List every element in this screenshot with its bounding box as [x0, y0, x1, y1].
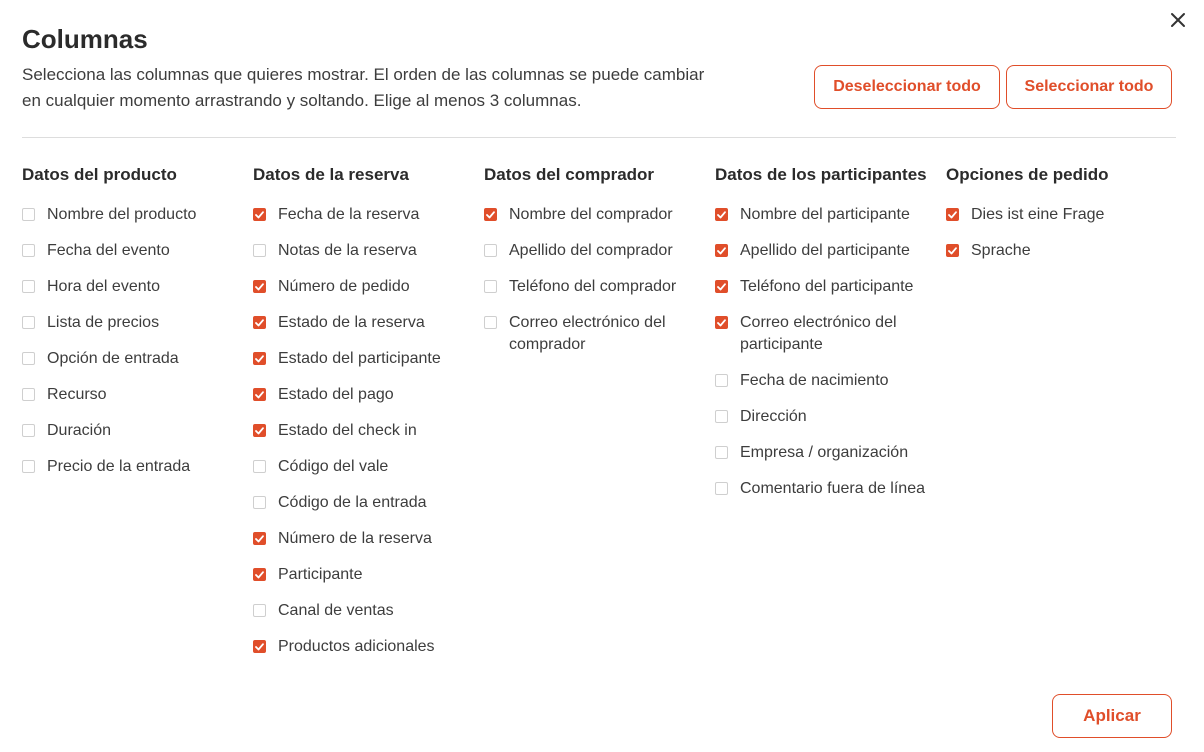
option-label: Nombre del producto	[47, 206, 197, 223]
option-label: Código de la entrada	[278, 494, 427, 511]
column-option[interactable]	[484, 236, 712, 272]
checkbox[interactable]	[946, 244, 959, 257]
checkmark-icon	[948, 247, 957, 255]
option-label: Fecha de nacimiento	[740, 372, 889, 389]
column-option[interactable]	[253, 452, 481, 488]
column-option[interactable]	[22, 416, 250, 452]
group-title: Datos del comprador	[484, 165, 655, 184]
checkbox[interactable]	[22, 388, 35, 401]
group-title: Datos de la reserva	[253, 165, 409, 184]
column-option[interactable]	[22, 200, 250, 236]
option-label: Estado del pago	[278, 386, 394, 403]
checkbox[interactable]	[715, 410, 728, 423]
checkbox[interactable]	[22, 208, 35, 221]
option-label: Fecha del evento	[47, 242, 170, 259]
option-label: Número de pedido	[278, 278, 410, 295]
option-label: Precio de la entrada	[47, 458, 191, 475]
column-option[interactable]	[253, 416, 481, 452]
deselect-all-button[interactable]: Deseleccionar todo	[814, 65, 1000, 109]
checkbox[interactable]	[22, 460, 35, 473]
checkbox[interactable]	[484, 244, 497, 257]
option-label: Participante	[278, 566, 363, 583]
option-label: Productos adicionales	[278, 638, 435, 655]
column-option[interactable]	[253, 560, 481, 596]
column-option[interactable]	[946, 200, 1174, 236]
checkbox[interactable]	[715, 374, 728, 387]
checkbox[interactable]	[715, 316, 728, 329]
column-option[interactable]	[715, 438, 943, 474]
column-option[interactable]	[253, 236, 481, 272]
option-label: Apellido del participante	[740, 242, 910, 259]
option-label: Apellido del comprador	[509, 242, 673, 259]
option-label: Fecha de la reserva	[278, 206, 420, 223]
checkbox[interactable]	[253, 208, 266, 221]
column-option[interactable]	[253, 632, 481, 668]
column-group	[946, 164, 1174, 272]
column-option[interactable]	[253, 272, 481, 308]
checkmark-icon	[255, 535, 264, 543]
column-option[interactable]	[715, 366, 943, 402]
column-group	[715, 164, 943, 510]
column-option[interactable]	[715, 200, 943, 236]
option-label: Sprache	[971, 242, 1031, 259]
checkmark-icon	[486, 211, 495, 219]
option-label: Opción de entrada	[47, 350, 179, 367]
option-label: Nombre del participante	[740, 206, 910, 223]
checkbox[interactable]	[715, 446, 728, 459]
checkbox[interactable]	[253, 496, 266, 509]
checkmark-icon	[717, 211, 726, 219]
option-label: Dirección	[740, 408, 807, 425]
column-option[interactable]	[22, 452, 250, 488]
option-label: Estado del participante	[278, 350, 441, 367]
group-title: Opciones de pedido	[946, 165, 1109, 184]
checkbox[interactable]	[253, 244, 266, 257]
checkbox[interactable]	[715, 244, 728, 257]
option-label: Canal de ventas	[278, 602, 394, 619]
column-option[interactable]	[484, 200, 712, 236]
column-option[interactable]	[715, 236, 943, 272]
checkbox[interactable]	[484, 316, 497, 329]
column-option[interactable]	[253, 308, 481, 344]
checkbox[interactable]	[946, 208, 959, 221]
option-label: Lista de precios	[47, 314, 160, 331]
checkbox[interactable]	[253, 568, 266, 581]
checkmark-icon	[717, 247, 726, 255]
option-label: Correo electrónico del comprador	[509, 314, 666, 353]
checkbox[interactable]	[253, 316, 266, 329]
column-option[interactable]	[484, 272, 712, 308]
checkmark-icon	[948, 211, 957, 219]
column-option[interactable]	[253, 524, 481, 560]
option-label: Teléfono del comprador	[509, 278, 677, 295]
checkbox[interactable]	[715, 208, 728, 221]
option-label: Correo electrónico del participante	[740, 314, 897, 353]
option-label: Empresa / organización	[740, 444, 909, 461]
checkmark-icon	[717, 283, 726, 291]
column-option[interactable]	[22, 272, 250, 308]
option-label: Teléfono del participante	[740, 278, 914, 295]
option-label: Dies ist eine Frage	[971, 206, 1105, 223]
checkbox[interactable]	[253, 388, 266, 401]
checkmark-icon	[255, 319, 264, 327]
column-option[interactable]	[22, 236, 250, 272]
checkbox[interactable]	[484, 280, 497, 293]
checkmark-icon	[255, 643, 264, 651]
checkbox[interactable]	[253, 532, 266, 545]
checkbox[interactable]	[253, 460, 266, 473]
column-option[interactable]	[22, 380, 250, 416]
select-all-button[interactable]: Seleccionar todo	[1006, 65, 1172, 109]
group-title: Datos de los participantes	[715, 165, 927, 184]
checkbox[interactable]	[22, 352, 35, 365]
option-label: Hora del evento	[47, 278, 160, 295]
checkbox[interactable]	[22, 316, 35, 329]
column-group	[253, 164, 481, 668]
option-label: Estado de la reserva	[278, 314, 425, 331]
column-option[interactable]	[253, 380, 481, 416]
checkbox[interactable]	[253, 280, 266, 293]
checkmark-icon	[717, 319, 726, 327]
checkmark-icon	[255, 391, 264, 399]
close-icon	[1170, 12, 1186, 28]
checkbox[interactable]	[715, 482, 728, 495]
checkmark-icon	[255, 211, 264, 219]
dialog-title: Columnas	[22, 24, 148, 54]
group-title: Datos del producto	[22, 165, 177, 184]
option-label: Comentario fuera de línea	[740, 480, 925, 497]
checkmark-icon	[255, 355, 264, 363]
checkbox[interactable]	[484, 208, 497, 221]
option-label: Código del vale	[278, 458, 389, 475]
checkbox[interactable]	[253, 424, 266, 437]
checkbox[interactable]	[253, 604, 266, 617]
column-option[interactable]	[715, 272, 943, 308]
checkbox[interactable]	[715, 280, 728, 293]
divider	[22, 137, 1176, 138]
checkmark-icon	[255, 427, 264, 435]
checkbox[interactable]	[253, 640, 266, 653]
option-label: Nombre del comprador	[509, 206, 673, 223]
column-option[interactable]	[22, 344, 250, 380]
checkbox[interactable]	[22, 244, 35, 257]
option-label: Notas de la reserva	[278, 242, 417, 259]
column-option[interactable]	[253, 488, 481, 524]
column-option[interactable]	[253, 200, 481, 236]
apply-button[interactable]: Aplicar	[1052, 694, 1172, 738]
option-label: Recurso	[47, 386, 107, 403]
column-option[interactable]	[22, 308, 250, 344]
column-option[interactable]	[253, 596, 481, 632]
column-option[interactable]	[253, 344, 481, 380]
column-group	[484, 164, 712, 366]
checkmark-icon	[255, 571, 264, 579]
column-group	[22, 164, 250, 488]
dialog-description: Selecciona las columnas que quieres mostrar. El orden de las columnas se puede cambiar en cualquier momento arrastrando y soltando. Elige al menos 3 columnas.	[22, 65, 705, 110]
close-button[interactable]	[1166, 8, 1190, 32]
checkbox[interactable]	[22, 280, 35, 293]
checkbox[interactable]	[22, 424, 35, 437]
checkbox[interactable]	[253, 352, 266, 365]
column-option[interactable]	[946, 236, 1174, 272]
option-label: Duración	[47, 422, 112, 439]
column-option[interactable]	[715, 308, 943, 366]
column-option[interactable]	[715, 402, 943, 438]
column-option[interactable]	[484, 308, 712, 366]
column-option[interactable]	[715, 474, 943, 510]
checkmark-icon	[255, 283, 264, 291]
option-label: Número de la reserva	[278, 530, 432, 547]
option-label: Estado del check in	[278, 422, 417, 439]
